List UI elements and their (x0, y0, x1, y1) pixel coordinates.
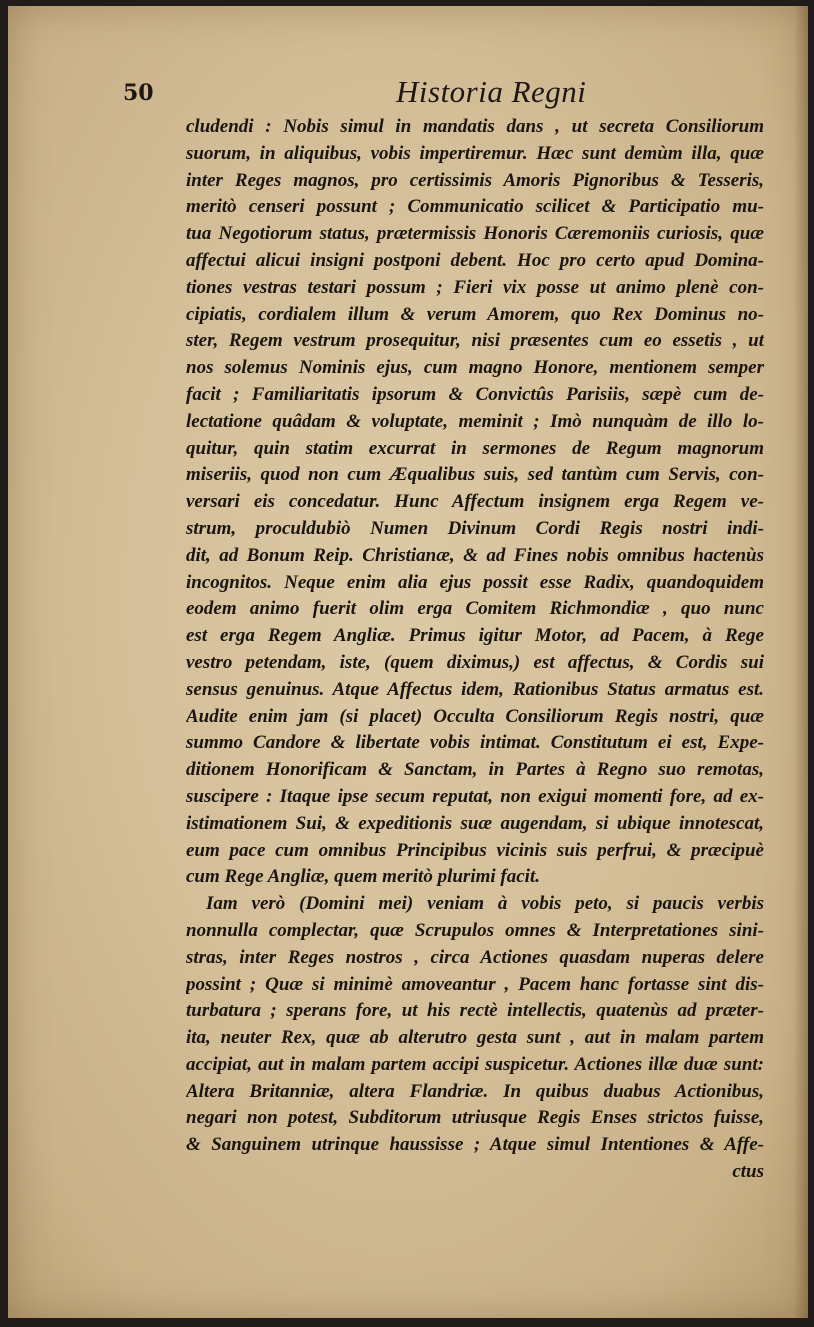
text-line: strum, proculdubiò Numen Divinum Cordi Regis nostri indi- (186, 517, 764, 539)
text-line: suorum, in aliquibus, vobis impertiremur. Hæc sunt demùm illa, quæ (186, 142, 764, 164)
text-line: inter Reges magnos, pro certissimis Amoris Pignoribus & Tesseris, (186, 169, 764, 191)
text-line: suscipere : Itaque ipse secum reputat, non exigui momenti fore, ad ex- (186, 785, 764, 807)
text-line: ditionem Honorificam & Sanctam, in Partes à Regno suo remotas, (186, 759, 764, 781)
text-line: summo Candore & libertate vobis intimat. Constitutum ei est, Expe- (186, 732, 764, 754)
text-line: accipiat, aut in malam partem accipi suspicetur. Actiones illæ duæ sunt: (186, 1053, 764, 1075)
paragraph-start-line: Iam verò (Domini mei) veniam à vobis peto, si paucis verbis (206, 893, 764, 915)
text-line: meritò censeri possunt ; Communicatio scilicet & Participatio mu- (186, 196, 764, 218)
page-gutter-shadow (794, 6, 808, 1318)
text-line: sensus genuinus. Atque Affectus idem, Rationibus Status armatus est. (186, 678, 764, 700)
text-line: tiones vestras testari possum ; Fieri vix posse ut animo plenè con- (186, 276, 764, 298)
text-line: Altera Britanniæ, altera Flandriæ. In quibus duabus Actionibus, (186, 1080, 764, 1102)
body-text (186, 114, 764, 1186)
text-line: versari eis concedatur. Hunc Affectum insignem erga Regem ve- (186, 491, 764, 513)
text-line: est erga Regem Angliæ. Primus igitur Motor, ad Pacem, à Rege (186, 625, 764, 647)
text-line: turbatura ; sperans fore, ut his rectè intellectis, quatenùs ad præter- (186, 1000, 764, 1022)
page-number: 50 (123, 80, 154, 106)
text-line: & Sanguinem utrinque haussisse ; Atque simul Intentiones & Affe- (186, 1134, 764, 1156)
text-line: nonnulla complectar, quæ Scrupulos omnes & Interpretationes sini- (186, 919, 764, 941)
text-line: possint ; Quæ si minimè amoveantur , Pacem hanc fortasse sint dis- (186, 973, 764, 995)
text-line: quitur, quin statim excurrat in sermones de Regum magnorum (186, 437, 764, 459)
text-line: cludendi : Nobis simul in mandatis dans , ut secreta Consiliorum (186, 116, 764, 137)
text-line: miseriis, quod non cum Æqualibus suis, sed tantùm cum Servis, con- (186, 464, 764, 486)
text-line: istimationem Sui, & expeditionis suæ augendam, si ubique innotescat, (186, 812, 764, 834)
paragraph-end-line: cum Rege Angliæ, quem meritò plurimi facit. (186, 866, 540, 888)
text-line: Audite enim jam (si placet) Occulta Consiliorum Regis nostri, quæ (186, 705, 764, 727)
text-line: eodem animo fuerit olim erga Comitem Richmondiæ , quo nunc (186, 598, 764, 620)
text-line: stras, inter Reges nostros , circa Actiones quasdam nuperas delere (186, 946, 764, 968)
text-line: facit ; Familiaritatis ipsorum & Convictûs Parisiis, sæpè cum de- (186, 383, 764, 405)
text-line: lectatione quâdam & voluptate, meminit ; Imò nunquàm de illo lo- (186, 410, 764, 432)
text-line: affectui alicui insigni postponi debent. Hoc pro certo apud Domina- (186, 249, 764, 271)
catchword: ctus (732, 1161, 764, 1183)
text-line: vestro petendam, iste, (quem diximus,) est affectus, & Cordis sui (186, 651, 764, 673)
text-line: tua Negotiorum status, prætermissis Honoris Cæremoniis curiosis, quæ (186, 223, 764, 245)
text-line: nos solemus Nominis ejus, cum magno Honore, mentionem semper (186, 357, 764, 379)
text-line: incognitos. Neque enim alia ejus possit esse Radix, quandoquidem (186, 571, 764, 593)
text-line: ster, Regem vestrum prosequitur, nisi præsentes cum eo essetis , ut (186, 330, 764, 352)
text-line: dit, ad Bonum Reip. Christianæ, & ad Fines nobis omnibus hactenùs (186, 544, 764, 566)
text-line: ita, neuter Rex, quæ ab alterutro gesta sunt , aut in malam partem (186, 1027, 764, 1049)
running-title: Historia Regni (396, 74, 587, 109)
text-line: negari non potest, Subditorum utriusque Regis Enses strictos fuisse, (186, 1107, 764, 1129)
text-line: cipiatis, cordialem illum & verum Amorem, quo Rex Dominus no- (186, 303, 764, 325)
text-line: eum pace cum omnibus Principibus vicinis suis perfrui, & præcipuè (186, 839, 764, 861)
